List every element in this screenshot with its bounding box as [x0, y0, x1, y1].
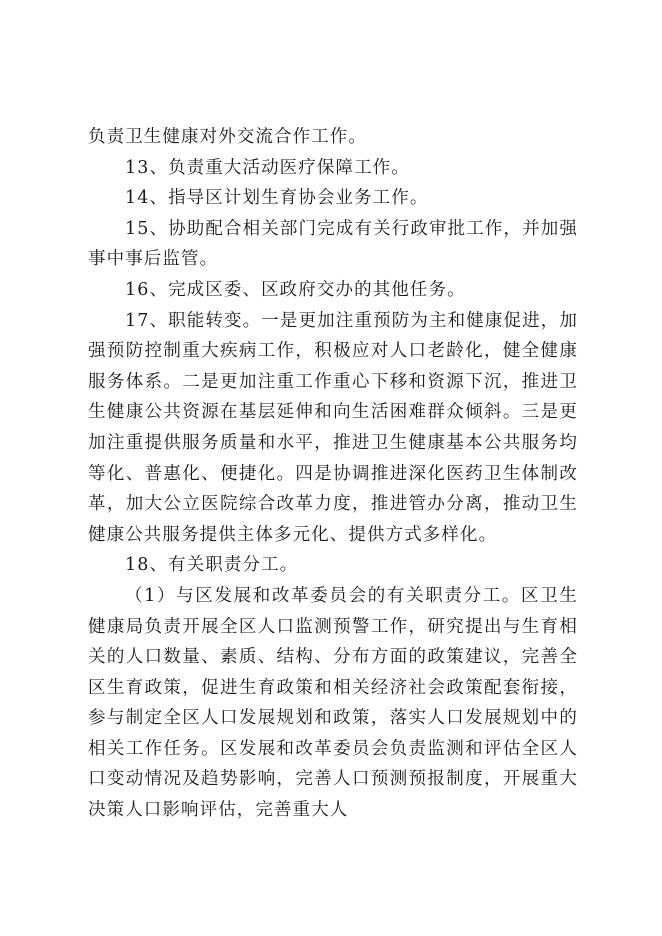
paragraph-item-18: 18、有关职责分工。 — [125, 555, 299, 576]
paragraph-item-18-1: （1）与区发展和改革委员会的有关职责分工。区卫生健康局负责开展全区人口监测预警工作，研究提出与生育相关的人口数量、素质、结构、分布方面的政策建议，完善全区生育政策，促进生育政策和相关经济社会政策配套衔接，参与制定全区人口发展规划和政策，落实人口发展规划中的相关工作任务。区发展和改革委员会负责监测和评估全区人口变动情况及趋势影响，完善人口预测预报制度，开展重大决策人口影响评估，完善重大人 — [88, 585, 578, 821]
paragraph-item-17: 17、职能转变。一是更加注重预防为主和健康促进，加强预防控制重大疾病工作，积极应对人口老龄化，健全健康服务体系。二是更加注重工作重心下移和资源下沉，推进卫生健康公共资源在基层延伸和向生活困难群众倾斜。三是更加注重提供服务质量和水平，推进卫生健康基本公共服务均等化、普惠化、便捷化。四是协调推进深化医药卫生体制改革，加大公立医院综合改革力度，推进管办分离，推动卫生健康公共服务提供主体多元化、提供方式多样化。 — [88, 310, 578, 545]
paragraph-item-14: 14、指导区计划生育协会业务工作。 — [125, 188, 429, 209]
paragraph-item-13: 13、负责重大活动医疗保障工作。 — [125, 157, 410, 178]
paragraph-continuation: 负责卫生健康对外交流合作工作。 — [88, 127, 367, 147]
paragraph-item-16: 16、完成区委、区政府交办的其他任务。 — [125, 279, 466, 300]
paragraph-item-15: 15、协助配合相关部门完成有关行政审批工作，并加强事中事后监管。 — [88, 218, 578, 270]
document-body — [88, 122, 578, 826]
